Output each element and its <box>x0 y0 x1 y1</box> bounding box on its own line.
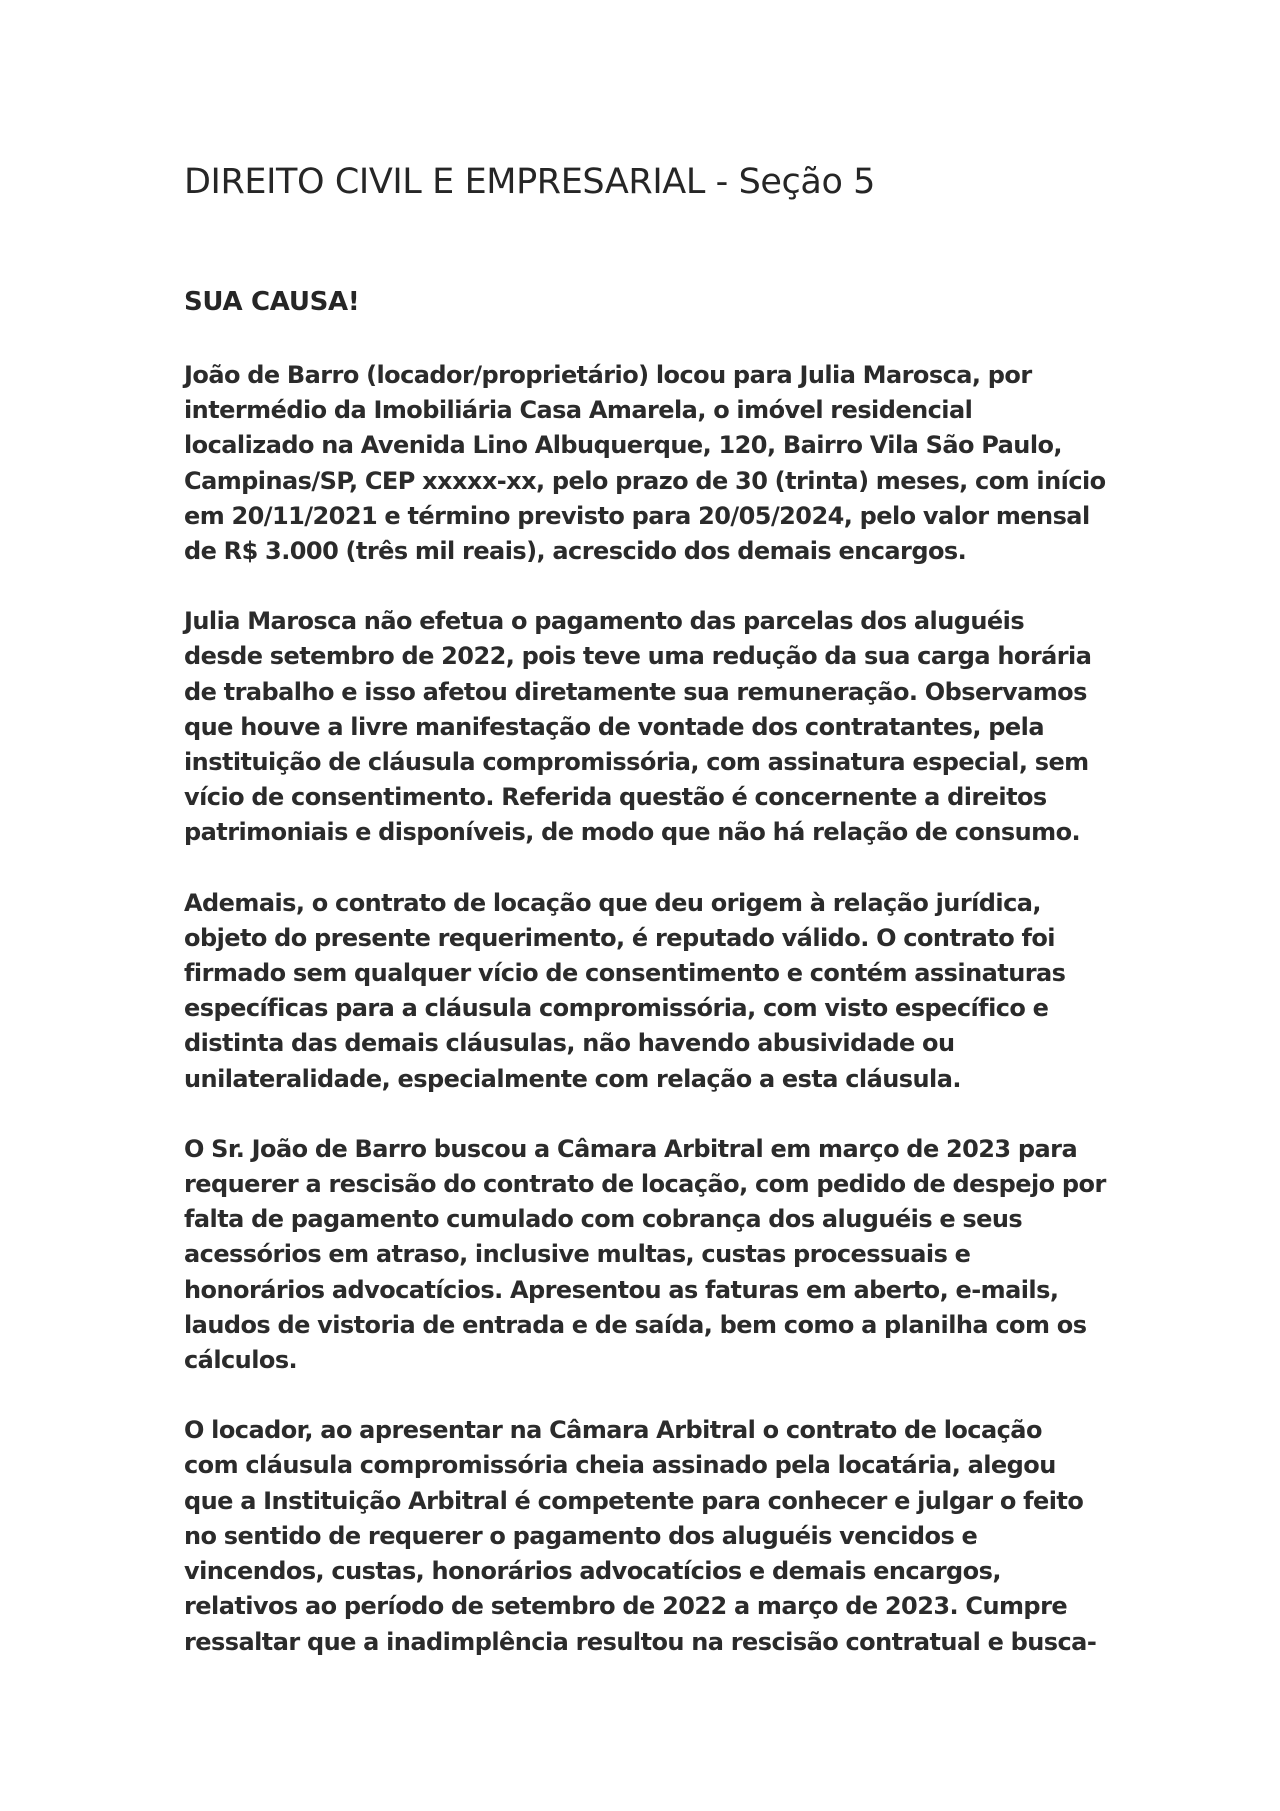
document-title: DIREITO CIVIL E EMPRESARIAL - Seção 5 <box>184 162 876 202</box>
text-line: ressaltar que a inadimplência resultou na rescisão contratual e busca- <box>184 1627 1097 1656</box>
text-line: de trabalho e isso afetou diretamente sua remuneração. Observamos <box>184 677 1087 706</box>
text-line: vincendos, custas, honorários advocatícios e demais encargos, <box>184 1557 1001 1586</box>
paragraph-5 <box>184 1413 1104 1659</box>
text-line: no sentido de requerer o pagamento dos aluguéis vencidos e <box>184 1521 978 1550</box>
text-line: requerer a rescisão do contrato de locação, com pedido de despejo por <box>184 1170 1106 1199</box>
text-line: vício de consentimento. Referida questão é concernente a direitos <box>184 783 1047 812</box>
text-line: laudos de vistoria de entrada e de saída, bem como a planilha com os <box>184 1310 1087 1339</box>
text-line: com cláusula compromissória cheia assinado pela locatária, alegou <box>184 1451 1056 1480</box>
paragraph-2 <box>184 604 1104 850</box>
text-line: firmado sem qualquer vício de consentimento e contém assinaturas <box>184 959 1066 988</box>
paragraph-1 <box>184 358 1104 569</box>
document-page <box>184 158 1104 1695</box>
text-line: intermédio da Imobiliária Casa Amarela, o imóvel residencial <box>184 396 973 425</box>
text-line: cálculos. <box>184 1346 298 1375</box>
text-line: Ademais, o contrato de locação que deu origem à relação jurídica, <box>184 888 1041 917</box>
document-body <box>184 358 1104 1660</box>
text-line: distinta das demais cláusulas, não havendo abusividade ou <box>184 1029 955 1058</box>
text-line: específicas para a cláusula compromissória, com visto específico e <box>184 994 1049 1023</box>
text-line: instituição de cláusula compromissória, com assinatura especial, sem <box>184 748 1089 777</box>
section-heading: SUA CAUSA! <box>184 287 360 317</box>
text-line: O locador, ao apresentar na Câmara Arbitral o contrato de locação <box>184 1416 1042 1445</box>
text-line: desde setembro de 2022, pois teve uma redução da sua carga horária <box>184 642 1092 671</box>
text-line: que a Instituição Arbitral é competente para conhecer e julgar o feito <box>184 1486 1084 1515</box>
text-line: unilateralidade, especialmente com relação a esta cláusula. <box>184 1064 961 1093</box>
text-line: em 20/11/2021 e término previsto para 20/05/2024, pelo valor mensal <box>184 501 1090 530</box>
text-line: Campinas/SP, CEP xxxxx-xx, pelo prazo de 30 (trinta) meses, com início <box>184 466 1106 495</box>
text-line: que houve a livre manifestação de vontade dos contratantes, pela <box>184 712 1044 741</box>
text-line: falta de pagamento cumulado com cobrança dos aluguéis e seus <box>184 1205 1023 1234</box>
text-line: O Sr. João de Barro buscou a Câmara Arbitral em março de 2023 para <box>184 1134 1078 1163</box>
paragraph-4 <box>184 1132 1104 1378</box>
paragraph-3 <box>184 886 1104 1097</box>
text-line: Julia Marosca não efetua o pagamento das parcelas dos aluguéis <box>184 607 1025 636</box>
text-line: honorários advocatícios. Apresentou as faturas em aberto, e-mails, <box>184 1275 1059 1304</box>
text-line: objeto do presente requerimento, é reputado válido. O contrato foi <box>184 923 1055 952</box>
text-line: de R$ 3.000 (três mil reais), acrescido dos demais encargos. <box>184 537 967 566</box>
text-line: acessórios em atraso, inclusive multas, custas processuais e <box>184 1240 971 1269</box>
text-line: patrimoniais e disponíveis, de modo que não há relação de consumo. <box>184 818 1081 847</box>
text-line: João de Barro (locador/proprietário) locou para Julia Marosca, por <box>184 361 1032 389</box>
text-line: localizado na Avenida Lino Albuquerque, 120, Bairro Vila São Paulo, <box>184 431 1062 460</box>
text-line: relativos ao período de setembro de 2022 a março de 2023. Cumpre <box>184 1592 1068 1621</box>
